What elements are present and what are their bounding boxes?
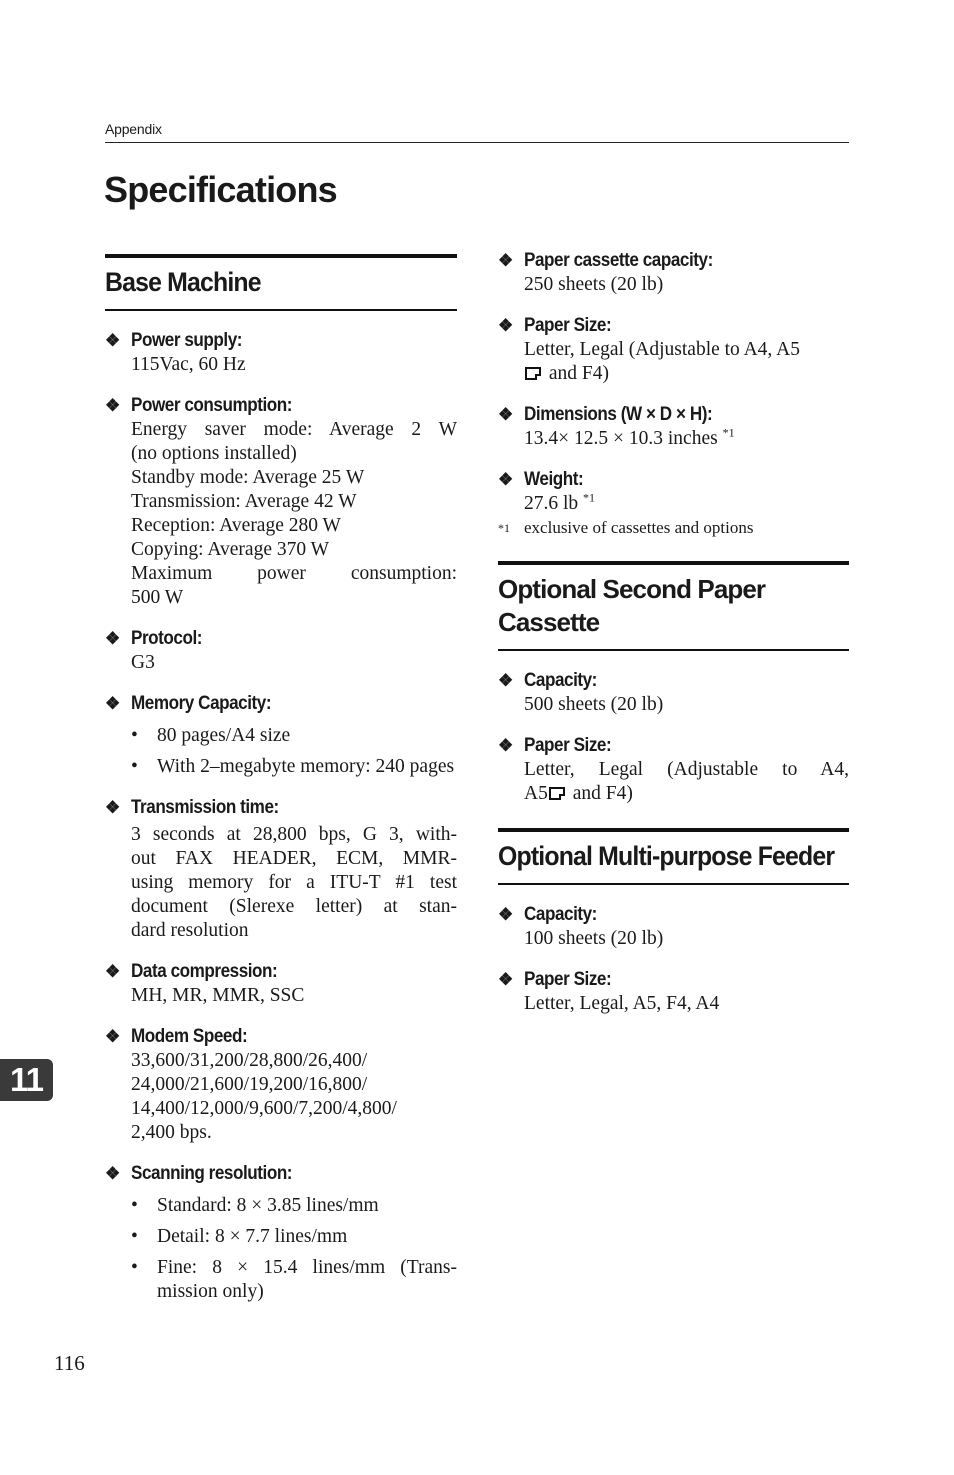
spec-label: Paper Size:: [524, 735, 612, 756]
spec-line: Copying: Average 370 W: [131, 539, 330, 560]
section-heading-optional-feeder: [498, 828, 849, 885]
spec-line: 33,600/31,200/28,800/26,400/: [131, 1050, 368, 1071]
spec-label: Protocol:: [131, 628, 203, 649]
spec-label: Power supply:: [131, 330, 243, 351]
spec-value: 500 sheets (20 lb): [524, 694, 664, 715]
section-title: Optional Second Paper Cassette: [498, 574, 766, 637]
spec-line: (no options installed): [131, 443, 297, 464]
spec-label: Paper cassette capacity:: [524, 250, 713, 271]
section-title: Base Machine: [105, 267, 261, 297]
diamond-bullet-icon: ❖: [498, 905, 513, 924]
section-title: Optional Multi-purpose Feeder: [498, 841, 835, 871]
footnote-text: exclusive of cassettes and options: [524, 518, 754, 537]
diamond-bullet-icon: ❖: [498, 316, 513, 335]
spec-label: Weight:: [524, 469, 584, 490]
diamond-bullet-icon: ❖: [105, 396, 120, 415]
page-title: Specifications: [104, 169, 337, 210]
list-item: • Fine: 8 × 15.4 lines/mm (Trans-mission only): [131, 1256, 457, 1304]
diamond-bullet-icon: ❖: [105, 694, 120, 713]
spec-value: 13.4× 12.5 × 10.3 inches: [524, 428, 723, 449]
list-item: • With 2–megabyte memory: 240 pages: [131, 755, 457, 779]
diamond-bullet-icon: ❖: [498, 736, 513, 755]
spec-value-line: [524, 427, 849, 451]
spec-label: Paper Size:: [524, 315, 612, 336]
spec-weight: [498, 468, 849, 539]
spec-modem-speed: [105, 1025, 457, 1145]
spec-transmission-time: [105, 796, 457, 943]
spec-label: Capacity:: [524, 670, 597, 691]
spec-line: 2,400 bps.: [131, 1122, 212, 1143]
right-column: [498, 249, 849, 1033]
spec-value-line: [524, 492, 849, 516]
spec-feeder-paper-size: [498, 968, 849, 1016]
diamond-bullet-icon: ❖: [105, 331, 120, 350]
chapter-tab: 11: [0, 1059, 53, 1101]
spec-line: 500 W: [131, 587, 184, 608]
spec-text: and F4): [567, 783, 633, 804]
spec-line-2: [524, 782, 849, 806]
spec-protocol: [105, 627, 457, 675]
spec-line: Energy saver mode: Average 2 W: [131, 419, 457, 440]
spec-line: document (Slerexe letter) at stan-: [131, 896, 457, 917]
spec-second-cassette-capacity: [498, 669, 849, 717]
left-column: [105, 254, 457, 1321]
spec-line: Letter, Legal (Adjustable to A4,: [524, 759, 849, 780]
diamond-bullet-icon: ❖: [498, 405, 513, 424]
header-rule: [105, 142, 849, 143]
spec-line: Transmission: Average 42 W: [131, 491, 357, 512]
spec-line: 3 seconds at 28,800 bps, G 3, with-: [131, 824, 457, 845]
diamond-bullet-icon: ❖: [498, 470, 513, 489]
spec-power-consumption: [105, 394, 457, 610]
spec-second-cassette-paper-size: [498, 734, 849, 806]
footnote: [498, 517, 849, 539]
bullet-list: [105, 1194, 457, 1304]
list-item: • Standard: 8 × 3.85 lines/mm: [131, 1194, 457, 1218]
spec-line: Letter, Legal (Adjustable to A4, A5: [524, 339, 800, 360]
spec-value: Letter, Legal, A5, F4, A4: [524, 993, 720, 1014]
spec-value: 27.6 lb: [524, 493, 584, 514]
diamond-bullet-icon: ❖: [105, 962, 120, 981]
spec-power-supply: [105, 329, 457, 377]
spec-value: G3: [131, 652, 155, 673]
spec-label: Dimensions (W × D × H):: [524, 404, 713, 425]
spec-value: MH, MR, MMR, SSC: [131, 985, 305, 1006]
spec-line: using memory for a ITU-T #1 test: [131, 872, 457, 893]
bullet-list: [105, 724, 457, 779]
spec-feeder-capacity: [498, 903, 849, 951]
spec-value: 100 sheets (20 lb): [524, 928, 664, 949]
spec-line: out FAX HEADER, ECM, MMR-: [131, 848, 457, 869]
diamond-bullet-icon: ❖: [105, 1027, 120, 1046]
spec-value: 250 sheets (20 lb): [524, 274, 664, 295]
spec-paper-size: [498, 314, 849, 386]
spec-line: Standby mode: Average 25 W: [131, 467, 365, 488]
spec-line-2: [524, 362, 849, 386]
section-heading-base-machine: [105, 254, 457, 311]
spec-dimensions: [498, 403, 849, 451]
spec-text: A5: [524, 783, 548, 804]
spec-label: Paper Size:: [524, 969, 612, 990]
spec-label: Scanning resolution:: [131, 1163, 293, 1184]
diamond-bullet-icon: ❖: [498, 970, 513, 989]
spec-label: Data compression:: [131, 961, 278, 982]
spec-paper-cassette-capacity: [498, 249, 849, 297]
spec-line: 24,000/21,600/19,200/16,800/: [131, 1074, 368, 1095]
diamond-bullet-icon: ❖: [105, 629, 120, 648]
spec-label: Transmission time:: [131, 797, 279, 818]
landscape-paper-icon: [525, 367, 541, 380]
spec-line: 14,400/12,000/9,600/7,200/4,800/: [131, 1098, 397, 1119]
spec-label: Memory Capacity:: [131, 693, 272, 714]
spec-text: and F4): [544, 363, 609, 384]
spec-line: dard resolution: [131, 920, 249, 941]
spec-scanning-resolution: [105, 1162, 457, 1304]
diamond-bullet-icon: ❖: [498, 251, 513, 270]
spec-value: 115Vac, 60 Hz: [131, 354, 246, 375]
section-heading-optional-second-cassette: [498, 561, 849, 651]
spec-label: Modem Speed:: [131, 1026, 248, 1047]
diamond-bullet-icon: ❖: [498, 671, 513, 690]
spec-memory-capacity: [105, 692, 457, 779]
spec-line: Reception: Average 280 W: [131, 515, 341, 536]
landscape-paper-icon: [549, 787, 565, 800]
footnote-mark: *1: [498, 521, 510, 535]
spec-label: Capacity:: [524, 904, 597, 925]
footnote-ref: *1: [583, 490, 596, 505]
diamond-bullet-icon: ❖: [105, 798, 120, 817]
page-number: 116: [54, 1351, 85, 1375]
footnote-ref: *1: [722, 425, 735, 440]
list-item: • 80 pages/A4 size: [131, 724, 457, 748]
diamond-bullet-icon: ❖: [105, 1164, 120, 1183]
running-header: Appendix: [105, 121, 162, 137]
spec-data-compression: [105, 960, 457, 1008]
spec-label: Power consumption:: [131, 395, 293, 416]
spec-line: Maximum power consumption:: [131, 563, 457, 584]
list-item: • Detail: 8 × 7.7 lines/mm: [131, 1225, 457, 1249]
